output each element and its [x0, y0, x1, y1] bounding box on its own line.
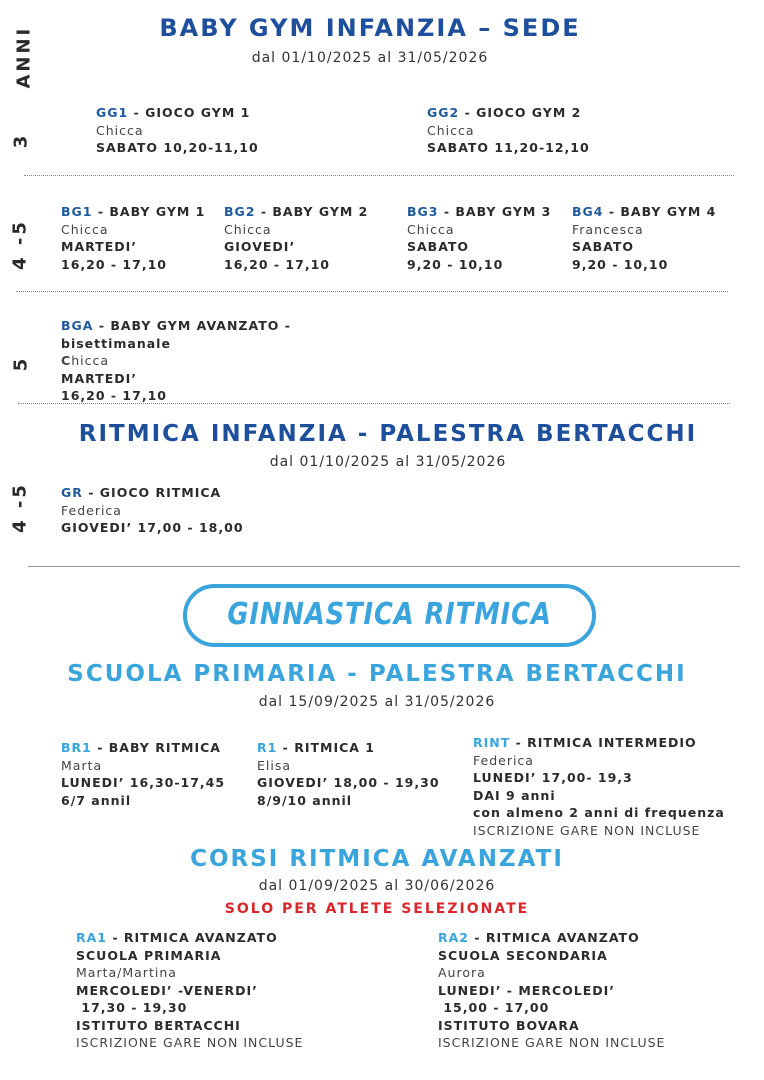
- ritmica-infanzia-dates: dal 01/10/2025 al 31/05/2026: [269, 454, 507, 470]
- course-code: R1: [257, 740, 278, 755]
- course-time: 16,20 - 17,10: [61, 256, 167, 272]
- course-days: MERCOLEDI’ -VENERDI’: [76, 982, 258, 998]
- age-label-3: 3: [10, 132, 32, 149]
- course-name: - RITMICA AVANZATO: [469, 930, 640, 945]
- course-teacher: Chicca: [427, 122, 475, 138]
- course-name: - BABY GYM 3: [438, 204, 552, 219]
- avanzati-dates: dal 01/09/2025 al 30/06/2026: [258, 878, 496, 894]
- course-name: - GIOCO GYM 1: [128, 105, 251, 120]
- course-code: BG4: [572, 204, 604, 219]
- course-teacher: Chicca: [224, 221, 272, 237]
- age-label-anni: ANNI: [13, 25, 35, 89]
- course-teacher: Federica: [473, 752, 534, 768]
- course-teacher: Elisa: [257, 757, 292, 773]
- course-teacher: Marta/Martina: [76, 965, 177, 980]
- age-label-5: 5: [10, 355, 32, 372]
- course-school: SCUOLA SECONDARIA: [438, 947, 608, 963]
- course-time: 16,20 - 17,10: [61, 388, 167, 403]
- divider: [18, 403, 730, 404]
- course-day: MARTEDI’: [61, 370, 138, 386]
- course-name: - BABY GYM 4: [603, 204, 717, 219]
- course-code: BGA: [61, 318, 94, 333]
- course-name: - BABY GYM AVANZATO -: [93, 318, 291, 333]
- course-note: ISCRIZIONE GARE NON INCLUSE: [438, 1035, 666, 1050]
- course-day: SABATO: [407, 239, 470, 254]
- course-time: SABATO 11,20-12,10: [427, 140, 590, 155]
- course-time: GIOVEDI’ 18,00 - 19,30: [257, 775, 440, 790]
- primaria-title: SCUOLA PRIMARIA - PALESTRA BERTACCHI: [67, 661, 687, 687]
- course-teacher: Francesca: [572, 221, 644, 237]
- divider: [16, 291, 728, 292]
- course-name: - RITMICA INTERMEDIO: [510, 735, 697, 750]
- age-label-4-5: 4 -5: [9, 219, 31, 270]
- course-code: GR: [61, 485, 83, 500]
- course-gg1: [96, 104, 259, 157]
- logo-text: GINNASTICA RITMICA: [227, 597, 552, 632]
- course-time: 17,30 - 19,30: [76, 1000, 188, 1015]
- baby-gym-dates: dal 01/10/2025 al 31/05/2026: [251, 50, 489, 66]
- teacher-rest: hicca: [71, 353, 109, 368]
- section-separator: [28, 566, 740, 567]
- course-bg3: [407, 203, 551, 273]
- course-school: SCUOLA PRIMARIA: [76, 947, 222, 963]
- course-day: MARTEDI’: [61, 239, 138, 254]
- course-teacher: [61, 352, 291, 370]
- divider: [24, 175, 734, 176]
- course-br1: [61, 739, 225, 809]
- course-ra2: [438, 929, 665, 1052]
- course-teacher: Chicca: [407, 221, 455, 237]
- course-name: - GIOCO GYM 2: [459, 105, 582, 120]
- course-bg2: [224, 203, 368, 273]
- course-requirement: con almeno 2 anni di frequenza: [473, 805, 725, 820]
- course-ages: 8/9/10 annil: [257, 792, 353, 808]
- course-code: GG1: [96, 105, 129, 120]
- course-frequency: bisettimanale: [61, 335, 171, 351]
- course-gr: [61, 484, 244, 537]
- course-code: BG2: [224, 204, 256, 219]
- course-name: - BABY GYM 1: [92, 204, 206, 219]
- course-note: ISCRIZIONE GARE NON INCLUSE: [473, 822, 701, 838]
- course-teacher: Marta: [61, 757, 103, 773]
- course-time: SABATO 10,20-11,10: [96, 140, 259, 155]
- course-day: GIOVEDI’: [224, 239, 296, 254]
- course-code: GG2: [427, 105, 460, 120]
- course-name: - BABY GYM 2: [255, 204, 369, 219]
- course-gg2: [427, 104, 590, 157]
- course-place: ISTITUTO BOVARA: [438, 1017, 580, 1033]
- selected-athletes-warning: SOLO PER ATLETE SELEZIONATE: [224, 901, 530, 917]
- course-time: GIOVEDI’ 17,00 - 18,00: [61, 520, 244, 535]
- course-time: LUNEDI’ 17,00- 19,3: [473, 770, 633, 785]
- course-bg4: [572, 203, 716, 273]
- course-bga: [61, 317, 291, 405]
- course-time: LUNEDI’ 16,30-17,45: [61, 775, 226, 790]
- primaria-dates: dal 15/09/2025 al 31/05/2026: [258, 694, 496, 710]
- course-time: 15,00 - 17,00: [438, 1000, 550, 1015]
- course-time: 16,20 - 17,10: [224, 256, 330, 272]
- course-code: RINT: [473, 735, 511, 750]
- course-ra1: [76, 929, 303, 1052]
- age-label-4-5-ritmica: 4 -5: [9, 482, 31, 533]
- course-code: RA2: [438, 930, 469, 945]
- course-name: - RITMICA 1: [277, 740, 376, 755]
- course-teacher: Aurora: [438, 965, 486, 980]
- course-note: ISCRIZIONE GARE NON INCLUSE: [76, 1035, 304, 1050]
- course-code: BR1: [61, 740, 92, 755]
- course-ages: DAI 9 anni: [473, 787, 556, 803]
- course-time: 9,20 - 10,10: [572, 256, 669, 272]
- ginnastica-ritmica-logo: [183, 584, 596, 647]
- course-place: ISTITUTO BERTACCHI: [76, 1017, 241, 1033]
- course-ages: 6/7 annil: [61, 792, 132, 808]
- course-days: LUNEDI’ - MERCOLEDI’: [438, 982, 616, 998]
- course-day: SABATO: [572, 239, 635, 254]
- course-code: BG3: [407, 204, 439, 219]
- course-name: - RITMICA AVANZATO: [107, 930, 278, 945]
- teacher-initial: C: [61, 353, 72, 368]
- course-teacher: Chicca: [61, 221, 109, 237]
- course-code: BG1: [61, 204, 93, 219]
- course-code: RA1: [76, 930, 107, 945]
- course-bg1: [61, 203, 205, 273]
- course-rint: [473, 734, 725, 839]
- avanzati-title: CORSI RITMICA AVANZATI: [190, 846, 564, 872]
- course-teacher: Chicca: [96, 122, 144, 138]
- course-r1: [257, 739, 440, 809]
- ritmica-infanzia-title: RITMICA INFANZIA - PALESTRA BERTACCHI: [78, 421, 698, 447]
- course-time: 9,20 - 10,10: [407, 256, 504, 272]
- course-name: - GIOCO RITMICA: [82, 485, 222, 500]
- course-name: - BABY RITMICA: [91, 740, 221, 755]
- course-teacher: Federica: [61, 502, 122, 518]
- baby-gym-title: BABY GYM INFANZIA – SEDE: [159, 14, 581, 42]
